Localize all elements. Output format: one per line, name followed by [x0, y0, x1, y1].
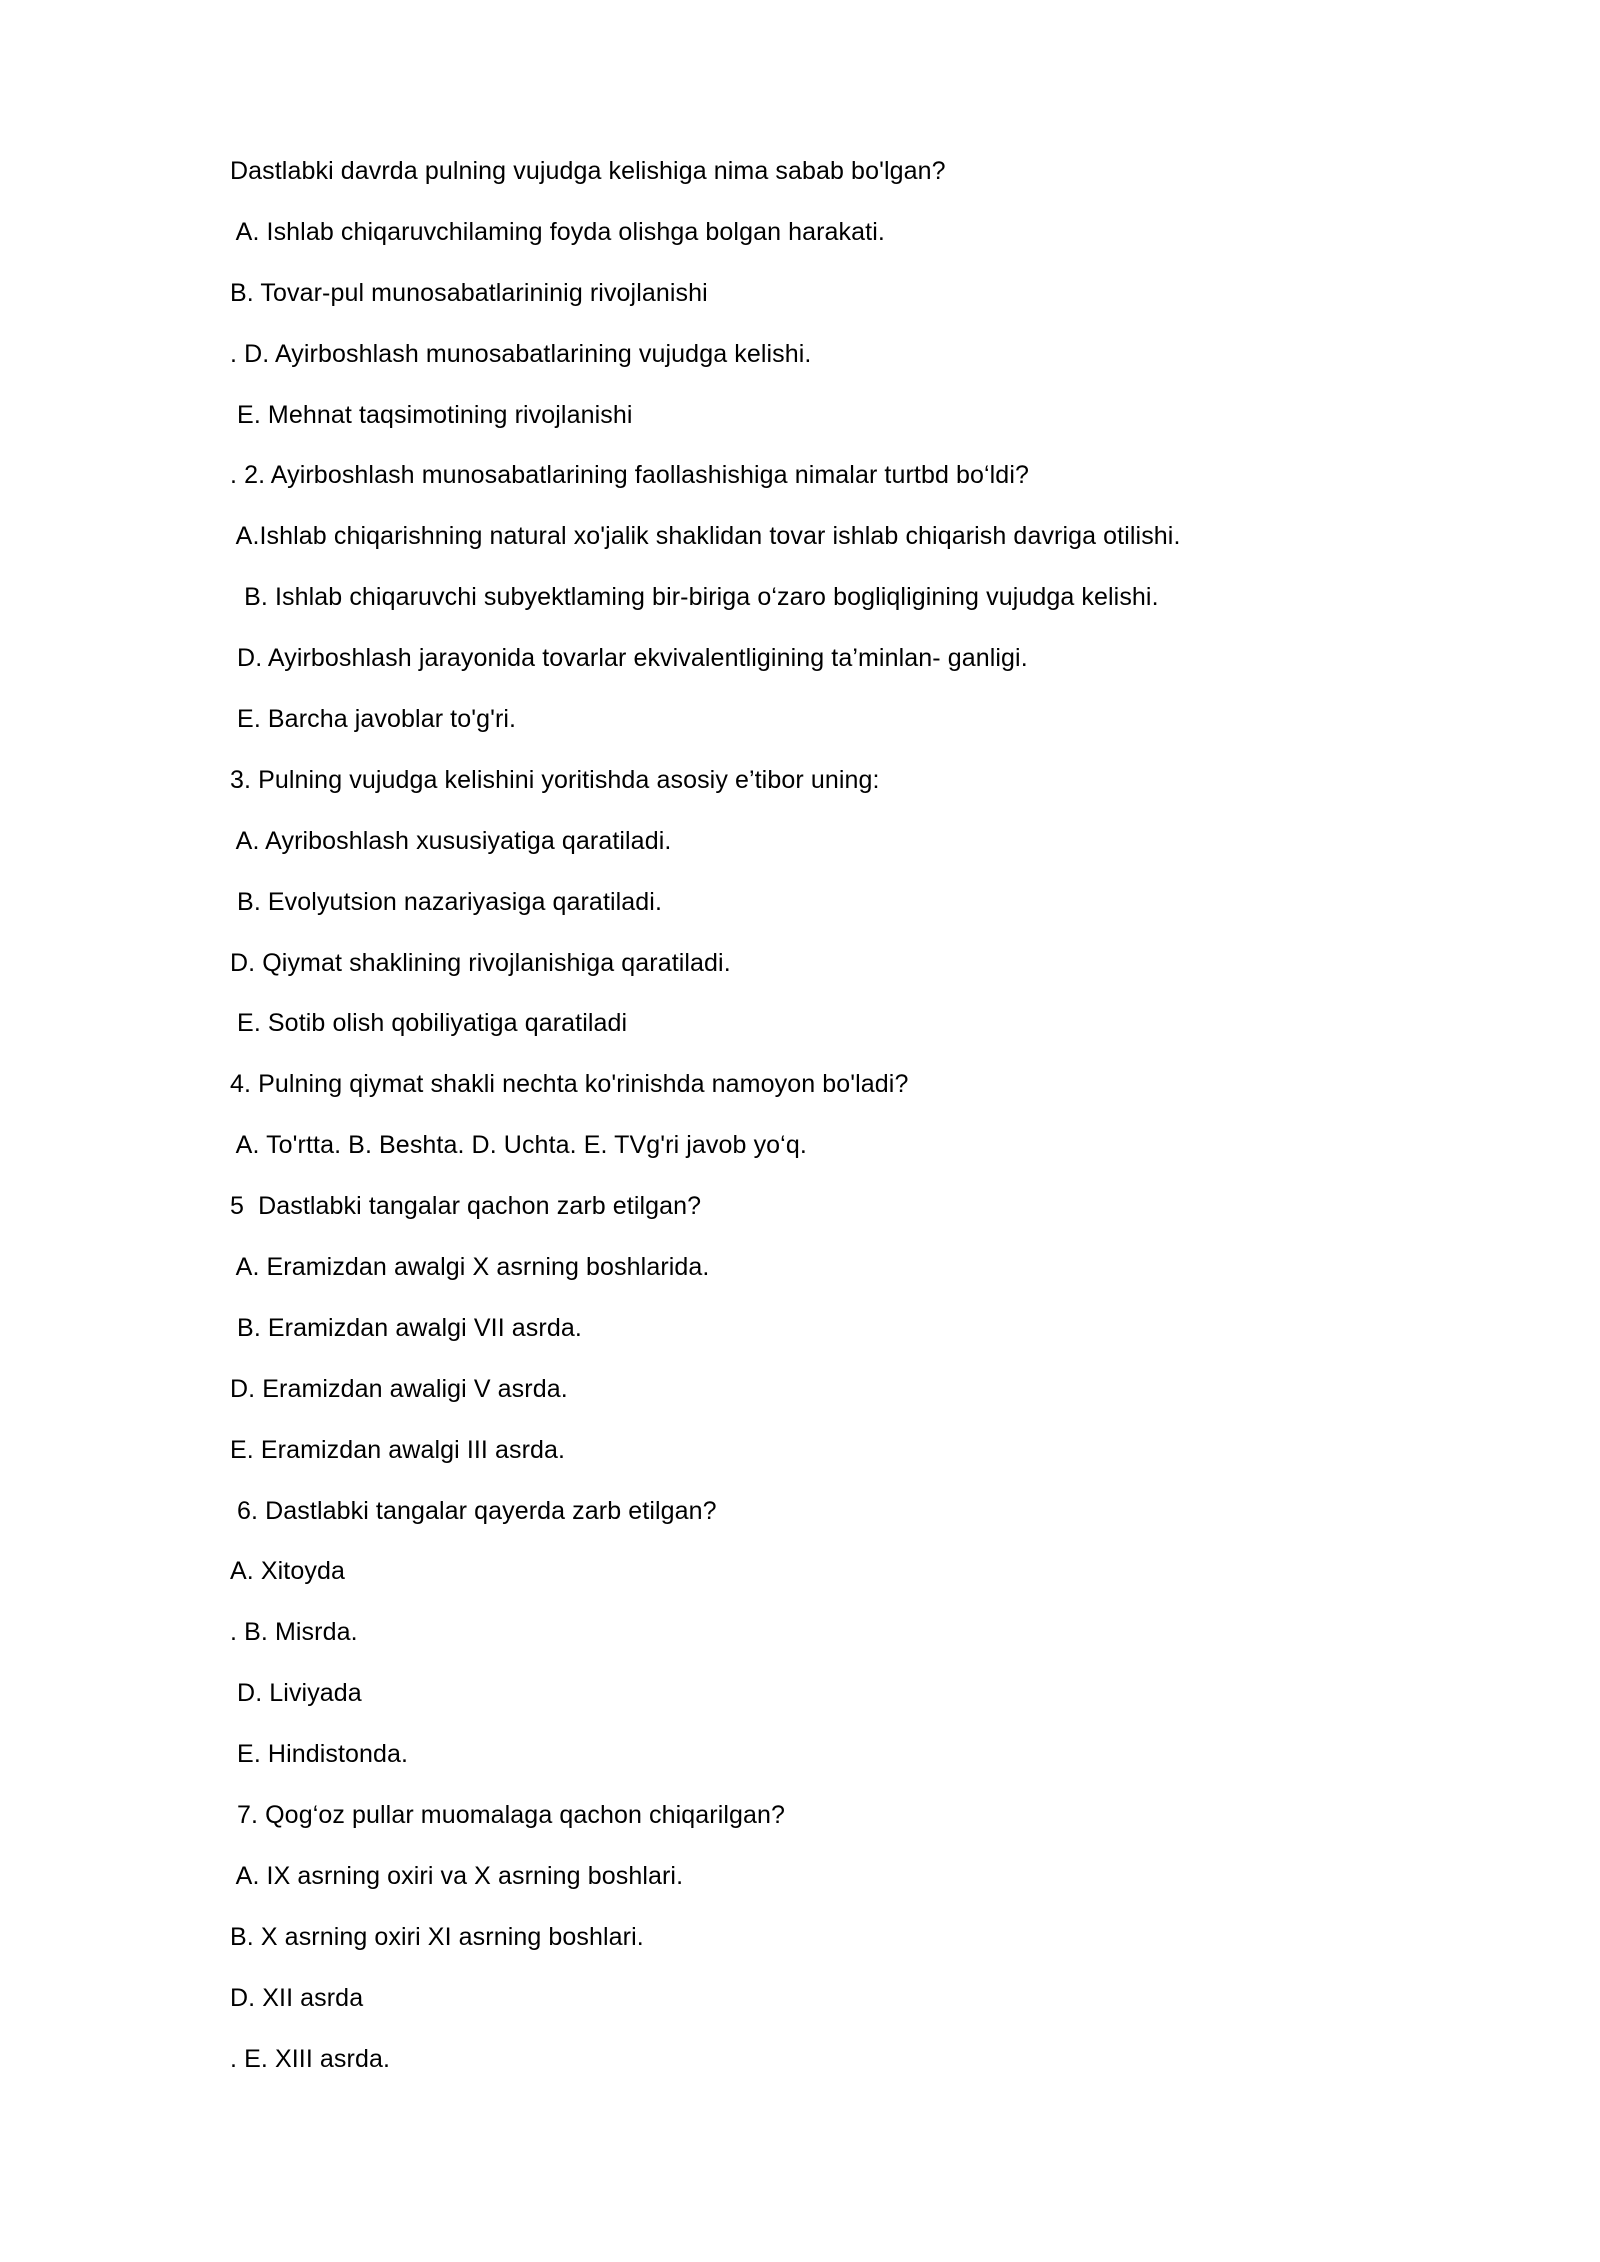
text-line: 5 Dastlabki tangalar qachon zarb etilgan? [230, 1192, 702, 1221]
text-line: . 2. Ayirboshlash munosabatlarining faollashishiga nimalar turtbd bo‘ldi? [230, 461, 1029, 490]
text-line: B. Eramizdan awalgi VII asrda. [230, 1313, 582, 1342]
text-line: A. Xitoyda [230, 1557, 345, 1586]
text-line: Dastlabki davrda pulning vujudga kelishiga nima sabab bo'lgan? [230, 157, 946, 185]
text-line: D. Ayirboshlash jarayonida tovarlar ekvivalentligining ta’minlan- ganligi. [230, 644, 1028, 673]
text-line: A. To'rtta. B. Beshta. D. Uchta. E. TVg'ri javob yo‘q. [230, 1131, 807, 1160]
text-line: A. Ishlab chiqaruvchilaming foyda olishga bolgan harakati. [230, 217, 885, 246]
text-line: B. X asrning oxiri XI asrning boshlari. [230, 1922, 644, 1951]
text-line: D. Eramizdan awaligi V asrda. [230, 1374, 568, 1403]
text-line: B. Tovar-pul munosabatlarininig rivojlanishi [230, 278, 708, 307]
text-line: 3. Pulning vujudga kelishini yoritishda asosiy e’tibor uning: [230, 765, 880, 794]
text-line: E. Eramizdan awalgi III asrda. [230, 1435, 566, 1464]
text-line: E. Mehnat taqsimotining rivojlanishi [230, 400, 633, 429]
text-line: E. Barcha javoblar to'g'ri. [230, 705, 517, 734]
text-line: E. Hindistonda. [230, 1740, 409, 1769]
text-line: D. XII asrda [230, 1983, 364, 2012]
text-line: . E. XIII asrda. [230, 2044, 390, 2073]
text-line: A.Ishlab chiqarishning natural xo'jalik shaklidan tovar ishlab chiqarish davriga otilishi. [230, 522, 1181, 551]
text-line: A. Eramizdan awalgi X asrning boshlarida. [230, 1253, 710, 1282]
text-line: B. Evolyutsion nazariyasiga qaratiladi. [230, 887, 663, 916]
text-line: D. Qiymat shaklining rivojlanishiga qaratiladi. [230, 948, 731, 977]
text-line: A. Ayriboshlash xususiyatiga qaratiladi. [230, 826, 672, 855]
text-line: B. Ishlab chiqaruvchi subyektlaming bir-biriga o‘zaro bogliqligining vujudga kelishi. [230, 583, 1159, 612]
text-line: A. IX asrning oxiri va X asrning boshlari. [230, 1861, 684, 1890]
text-line: 4. Pulning qiymat shakli nechta ko'rinishda namoyon bo'ladi? [230, 1070, 909, 1099]
text-line: . D. Ayirboshlash munosabatlarining vujudga kelishi. [230, 339, 812, 368]
text-line: . B. Misrda. [230, 1618, 358, 1647]
text-line: 7. Qog‘oz pullar muomalaga qachon chiqarilgan? [230, 1801, 786, 1830]
text-line: D. Liviyada [230, 1679, 362, 1708]
text-line: 6. Dastlabki tangalar qayerda zarb etilgan? [230, 1496, 717, 1525]
question-list [230, 148, 1430, 2097]
text-line: E. Sotib olish qobiliyatiga qaratiladi [230, 1009, 628, 1038]
